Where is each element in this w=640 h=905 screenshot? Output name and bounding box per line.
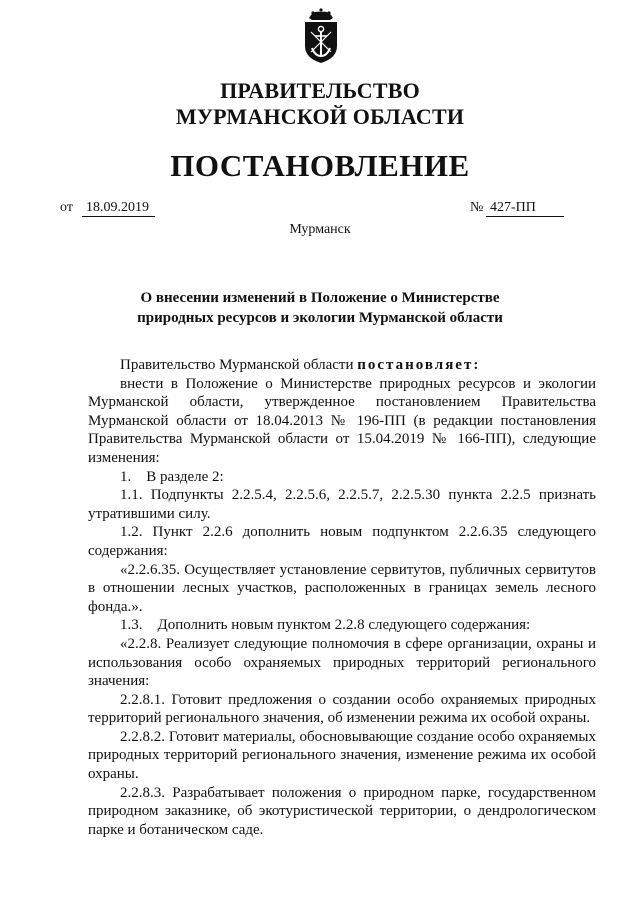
org-title-line2: МУРМАНСКОЙ ОБЛАСТИ	[175, 104, 465, 129]
paragraph-1-1: 1.1. Подпункты 2.2.5.4, 2.2.5.6, 2.2.5.7, 2.2.5.30 пункта 2.2.5 признать утратившими силу.	[88, 487, 596, 522]
subject-line2: природных ресурсов и экологии Мурманской области	[137, 310, 503, 326]
preamble-text: Правительство Мурманской области	[120, 357, 358, 373]
document-body	[88, 356, 596, 839]
org-title-line1: ПРАВИТЕЛЬСТВО	[220, 78, 420, 103]
murmansk-coat-of-arms-icon	[299, 8, 343, 64]
subject-line1: О внесении изменений в Положение о Министерстве	[140, 290, 500, 306]
preamble-verb: постановляет:	[357, 357, 481, 373]
paragraph-2-2-8-2: 2.2.8.2. Готовит материалы, обосновывающие создание особо охраняемых природных территорий регионального значения, изменение режима их особой охраны.	[88, 728, 596, 783]
date-value: 18.09.2019	[82, 200, 155, 217]
preamble	[88, 356, 596, 375]
paragraph-1-2-quote: «2.2.6.35. Осуществляет установление сервитутов, публичных сервитутов в отношении лесных участков, расположенных в границах земель лесного фонда.».	[88, 561, 596, 615]
intro-paragraph: внести в Положение о Министерстве природных ресурсов и экологии Мурманской области, утвержденное постановлением Правительства Мурманской области от 18.04.2013 № 196-ПП (в редакции постановления Правительства Мурманской области от 15.04.2019 № 166-ПП), следующие изменения:	[88, 375, 596, 466]
document-subject	[100, 288, 540, 328]
paragraph-2-2-8-1: 2.2.8.1. Готовит предложения о создании особо охраняемых природных территорий регионального значения, об изменении режима их особой охраны.	[88, 691, 596, 727]
number-value: 427-ПП	[486, 200, 564, 217]
paragraph-2-2-8-3: 2.2.8.3. Разрабатывает положения о природном парке, государственном природном заказнике, об экотуристической территории, о дендрологическом парке и ботаническом саде.	[88, 784, 596, 838]
paragraph-1-2: 1.2. Пункт 2.2.6 дополнить новым подпунктом 2.2.6.35 следующего содержания:	[88, 524, 596, 559]
paragraph-1: 1. В разделе 2:	[120, 468, 224, 485]
document-type: ПОСТАНОВЛЕНИЕ	[170, 148, 470, 183]
number-label: №	[470, 200, 484, 215]
paragraph-1-3: 1.3. Дополнить новым пунктом 2.2.8 следующего содержания:	[120, 617, 531, 634]
city: Мурманск	[289, 222, 351, 237]
date-label: от	[60, 200, 73, 215]
paragraph-2-2-8: «2.2.8. Реализует следующие полномочия в сфере организации, охраны и использования особо охраняемых природных территорий регионального значения:	[88, 635, 596, 690]
